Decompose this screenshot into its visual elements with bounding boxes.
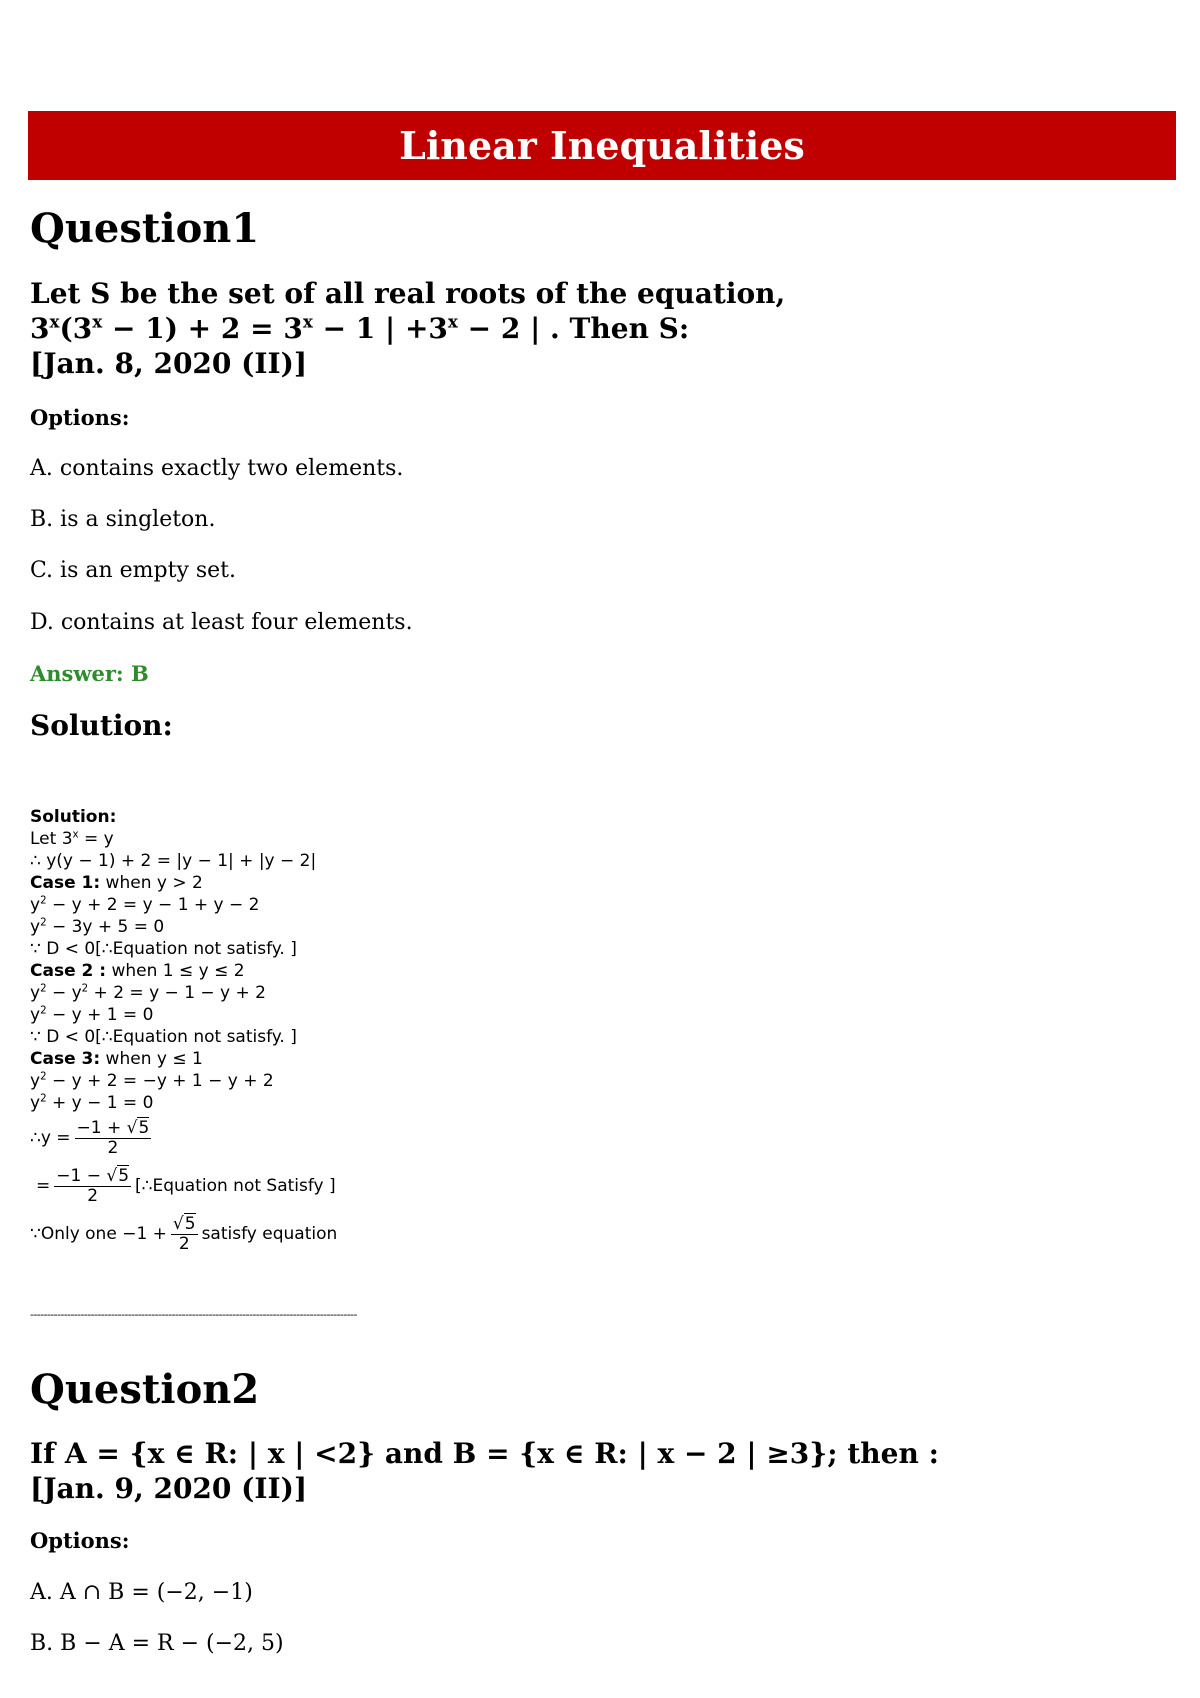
solution-case-2-line-3: ∵ D < 0[∴Equation not satisfy. ] — [30, 1027, 297, 1047]
question-1-equation: $3^x(3^x - 1) + 2 = 3^x - 1$ | $+3^x - 2$ | . Then S: — [30, 311, 690, 345]
question-2-option-b: B. B − A = R − (−2, 5) — [30, 1631, 284, 1656]
question-1-solution-heading: Solution: — [30, 709, 173, 742]
solution-therefore-line: ∴ y(y − 1) + 2 = |y − 1| + |y − 2| — [30, 851, 317, 871]
question-1-line1: Let S be the set of all real roots of the equation, — [30, 277, 786, 310]
question-divider: ------------------------------------------------------------------------------------------------- — [30, 1308, 357, 1321]
question-2-title: Question2 — [30, 1366, 260, 1413]
question-2-options-label: Options: — [30, 1528, 130, 1553]
page-banner — [28, 111, 1176, 180]
solution-case-2-line-1: $y^2 - y^2 + 2 = y - 1 - y + 2$ — [30, 983, 266, 1003]
banner-title: Linear Inequalities — [399, 123, 805, 168]
question-1-solution-body — [30, 806, 337, 1258]
question-1-options-label: Options: — [30, 405, 130, 430]
solution-case-3-line-1: $y^2 - y + 2 = -y + 1 - y + 2$ — [30, 1071, 274, 1091]
question-2-text — [30, 1436, 939, 1506]
question-2-date: [Jan. 9, 2020 (II)] — [30, 1472, 308, 1505]
solution-let-line: Let $3^x = y$ — [30, 829, 114, 849]
solution-final-line: ∵Only one −1 + $\frac{√5}{2}$ satisfy equation — [30, 1214, 338, 1254]
question-1-answer: Answer: B — [30, 661, 149, 686]
solution-case-3-line-2: $y^2 + y - 1 = 0$ — [30, 1093, 154, 1113]
question-1-title: Question1 — [30, 205, 260, 252]
question-1-option-d: D. contains at least four elements. — [30, 610, 413, 635]
solution-fraction-2: = $\frac{-1 - √5}{2}$ [∴Equation not Satisfy ] — [36, 1166, 336, 1206]
question-1-option-c: C. is an empty set. — [30, 558, 237, 583]
solution-heading: Solution: — [30, 807, 117, 827]
question-1-date: [Jan. 8, 2020 (II)] — [30, 347, 308, 380]
question-2-line1: If A = {x ∈ R: | x | <2} and B = {x ∈ R: | x − 2 | ≥3}; then : — [30, 1437, 939, 1470]
question-1-text — [30, 276, 785, 381]
solution-case-1-line-1: $y^2 - y + 2 = y - 1 + y - 2$ — [30, 895, 260, 915]
question-1-option-b: B. is a singleton. — [30, 507, 216, 532]
question-1-option-a: A. contains exactly two elements. — [30, 456, 404, 481]
solution-case-2: Case 2 : when 1 ≤ y ≤ 2 — [30, 961, 245, 981]
solution-case-1-line-3: ∵ D < 0[∴Equation not satisfy. ] — [30, 939, 297, 959]
solution-case-2-line-2: $y^2 - y + 1 = 0$ — [30, 1005, 154, 1025]
solution-case-3: Case 3: when y ≤ 1 — [30, 1049, 203, 1069]
solution-fraction-1: ∴y = $\frac{-1 + √5}{2}$ — [30, 1118, 150, 1158]
solution-case-1-line-2: $y^2 - 3y + 5 = 0$ — [30, 917, 165, 937]
question-2-option-a: A. A ∩ B = (−2, −1) — [30, 1580, 253, 1605]
solution-case-1: Case 1: when y > 2 — [30, 873, 203, 893]
